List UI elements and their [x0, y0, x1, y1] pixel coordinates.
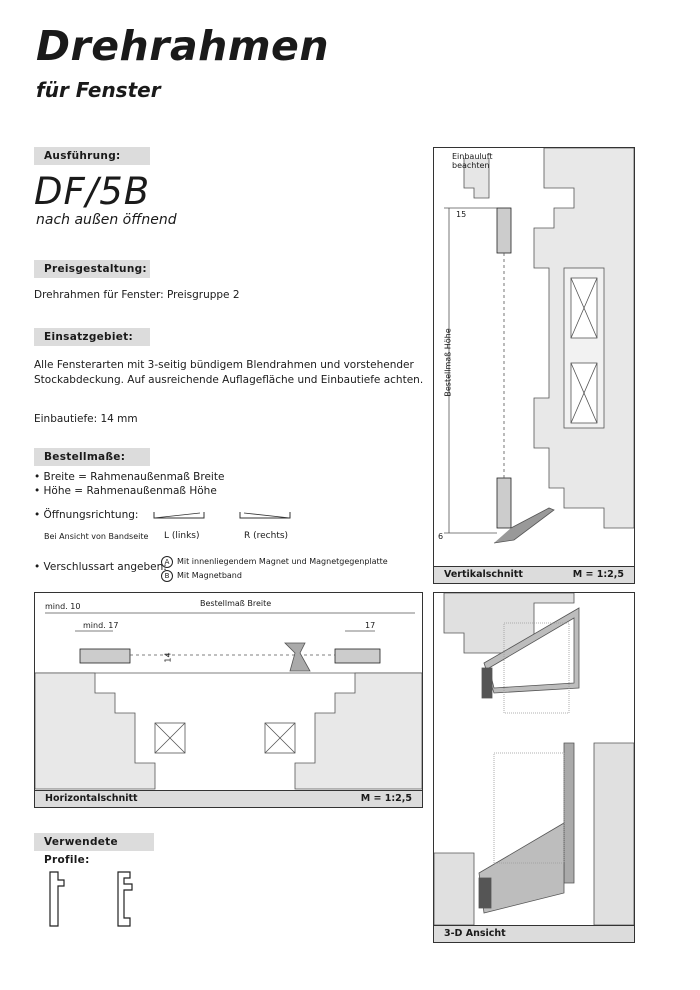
einbautiefe-text: Einbautiefe: 14 mm: [34, 413, 138, 425]
einsatz-line-1: Alle Fensterarten mit 3-seitig bündigem Blendrahmen und vorstehender: [34, 359, 414, 371]
product-description: nach außen öffnend: [36, 212, 177, 228]
section-label-bestellmasse: Bestellmaße:: [34, 448, 150, 466]
option-a-marker: A: [161, 556, 173, 568]
bandseite-note: Bei Ansicht von Bandseite: [44, 532, 149, 541]
section-label-ausfuehrung: Ausführung:: [34, 147, 150, 165]
ansicht-3d-footer: [434, 925, 634, 942]
profile-2-icon: [112, 868, 142, 930]
page-title: Drehrahmen: [36, 22, 330, 70]
einbauluft-note: [452, 152, 492, 170]
dim-15: 15: [456, 210, 467, 219]
horizontalschnitt-scale: M = 1:2,5: [360, 793, 412, 804]
option-b-marker: B: [161, 570, 173, 582]
vertikalschnitt-title: Vertikalschnitt: [444, 569, 523, 580]
rechts-label: R (rechts): [244, 531, 289, 541]
oeffnungsrichtung-label: • Öffnungsrichtung:: [34, 509, 139, 521]
vertikalschnitt-scale: M = 1:2,5: [572, 569, 624, 580]
option-b: [161, 570, 242, 582]
vertikalschnitt-panel: [433, 147, 635, 584]
product-code: DF/5B: [34, 170, 151, 213]
dim-14: 14: [163, 652, 173, 663]
bestellmass-hoehe-label: Bestellmaß Höhe: [443, 328, 453, 397]
bestellmass-breite: • Breite = Rahmenaußenmaß Breite: [34, 471, 225, 483]
opening-left-icon: [150, 510, 210, 524]
horizontalschnitt-footer: [35, 790, 422, 807]
option-a-text: Mit innenliegendem Magnet und Magnetgegenplatte: [177, 557, 388, 566]
option-b-text: Mit Magnetband: [177, 571, 242, 580]
profile-1-icon: [44, 868, 74, 930]
dim-6: 6: [438, 532, 444, 541]
page-subtitle: für Fenster: [36, 78, 161, 102]
dim-mind-10: mind. 10: [45, 602, 81, 611]
verschlussart-label: • Verschlussart angeben:: [34, 561, 167, 573]
dim-17: 17: [365, 621, 376, 630]
einbauluft-line-2: beachten: [452, 161, 490, 170]
ansicht-3d-title: 3-D Ansicht: [444, 928, 506, 939]
ansicht-3d-panel: [433, 592, 635, 943]
einbauluft-line-1: Einbauluft: [452, 152, 493, 161]
bestellmass-breite-label: Bestellmaß Breite: [200, 599, 272, 608]
section-label-profile: Verwendete Profile:: [34, 833, 154, 851]
section-label-einsatz: Einsatzgebiet:: [34, 328, 150, 346]
horizontalschnitt-title: Horizontalschnitt: [45, 793, 138, 804]
einsatz-line-2: Stockabdeckung. Auf ausreichende Auflagefläche und Einbautiefe achten.: [34, 374, 424, 386]
section-label-preis: Preisgestaltung:: [34, 260, 150, 278]
vertikalschnitt-footer: [434, 566, 634, 583]
bestellmass-hoehe: • Höhe = Rahmenaußenmaß Höhe: [34, 485, 217, 497]
option-a: [161, 556, 388, 568]
opening-right-icon: [236, 510, 296, 524]
horizontalschnitt-panel: [34, 592, 423, 808]
links-label: L (links): [164, 531, 200, 541]
dim-mind-17: mind. 17: [83, 621, 119, 630]
preis-text: Drehrahmen für Fenster: Preisgruppe 2: [34, 289, 240, 301]
ansicht-3d-drawing: [434, 593, 634, 925]
